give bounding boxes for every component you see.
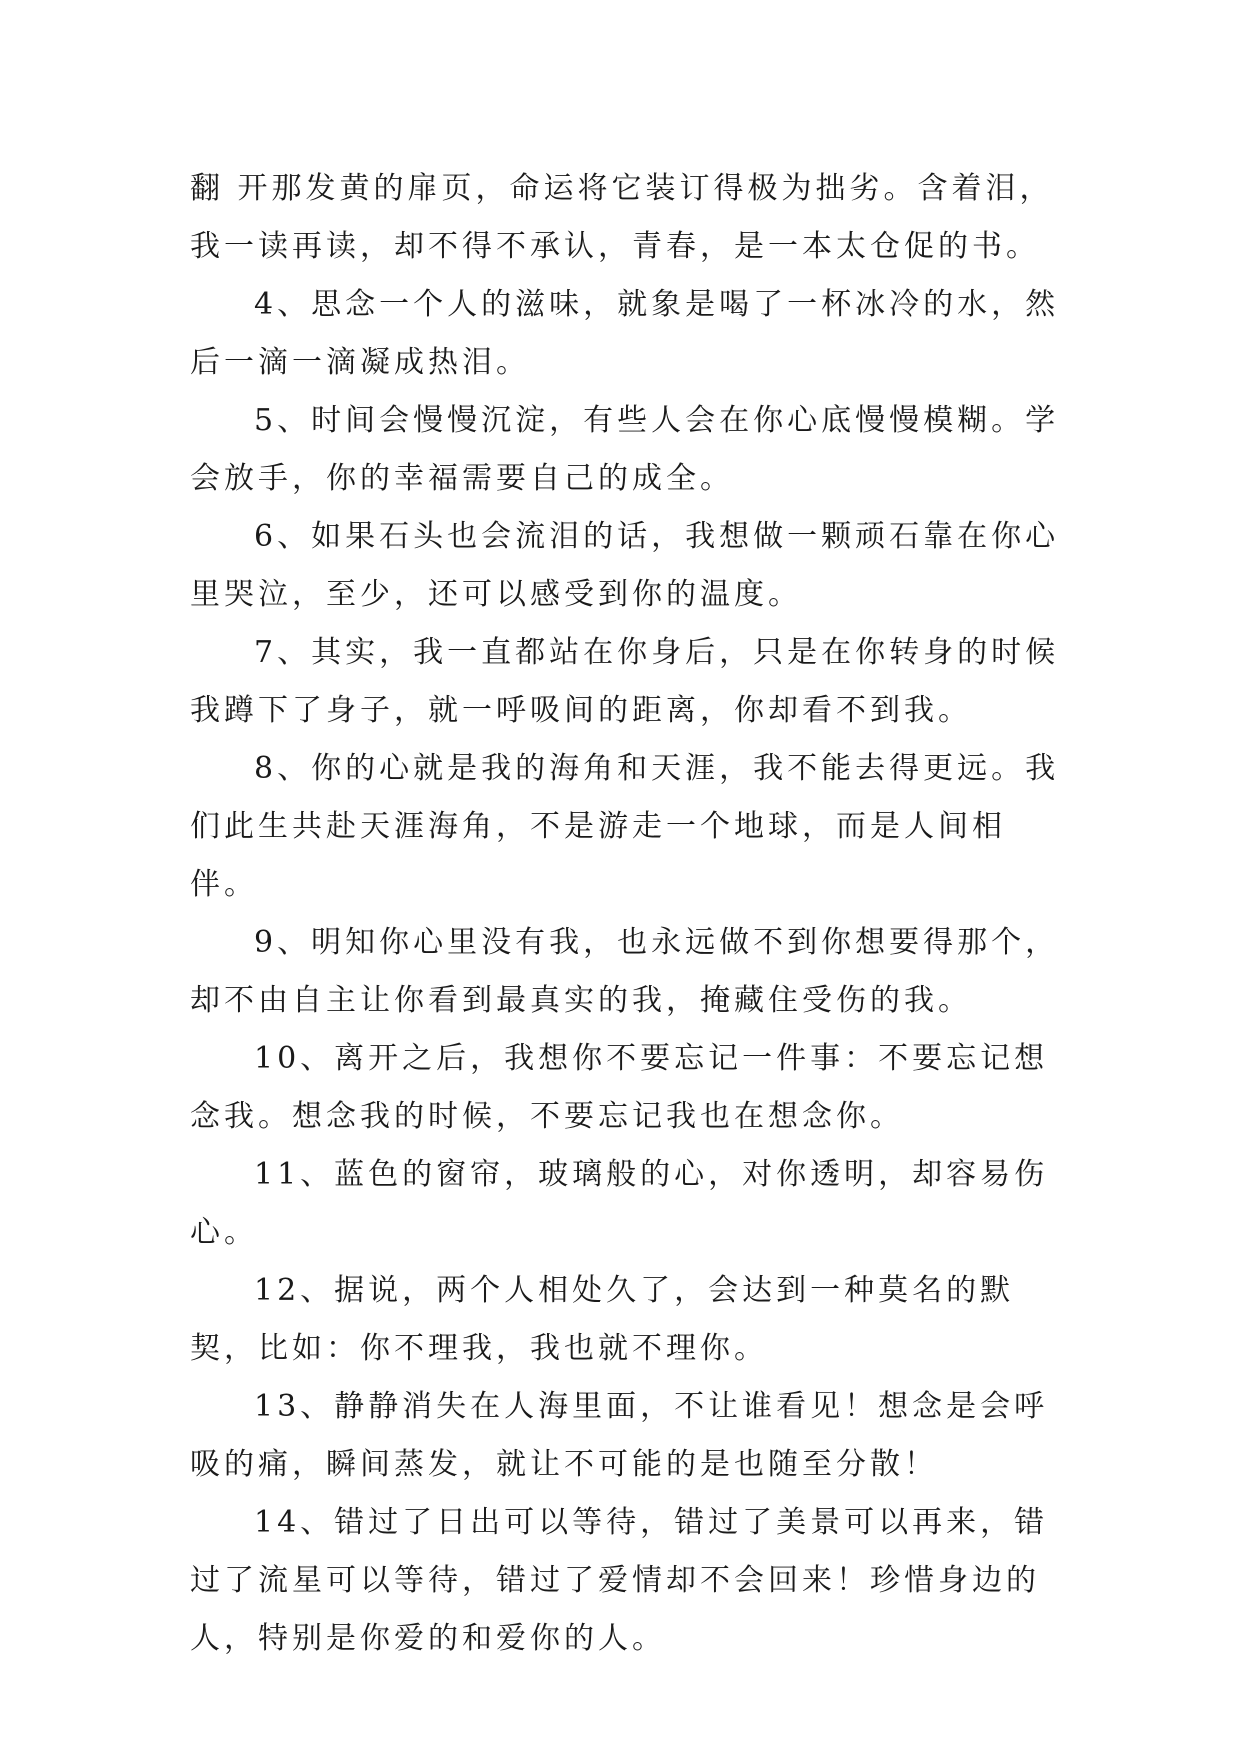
paragraph-item-4: 4、思念一个人的滋味，就象是喝了一杯冰冷的水，然后一滴一滴凝成热泪。 (190, 287, 1060, 380)
document-body (190, 160, 1070, 1668)
paragraph-item-12: 12、据说，两个人相处久了，会达到一种莫名的默契，比如：你不理我，我也就不理你。 (190, 1273, 1015, 1366)
paragraph-item-13: 13、静静消失在人海里面，不让谁看见！想念是会呼吸的痛，瞬间蒸发，就让不可能的是也随至分散！ (190, 1389, 1049, 1482)
paragraph-item-5: 5、时间会慢慢沉淀，有些人会在你心底慢慢模糊。学会放手，你的幸福需要自己的成全。 (190, 403, 1060, 496)
paragraph-item-7: 7、其实，我一直都站在你身后，只是在你转身的时候我蹲下了身子，就一呼吸间的距离，你却看不到我。 (190, 635, 1060, 728)
paragraph-item-11: 11、蓝色的窗帘，玻璃般的心，对你透明，却容易伤心。 (190, 1157, 1049, 1250)
paragraph-item-9: 9、明知你心里没有我，也永远做不到你想要得那个，却不由自主让你看到最真实的我，掩藏住受伤的我。 (190, 925, 1060, 1018)
paragraph-item-14: 14、错过了日出可以等待，错过了美景可以再来，错过了流星可以等待，错过了爱情却不会回来！珍惜身边的人，特别是你爱的和爱你的人。 (190, 1505, 1049, 1656)
paragraph-item-10: 10、离开之后，我想你不要忘记一件事：不要忘记想念我。想念我的时候，不要忘记我也在想念你。 (190, 1041, 1049, 1134)
paragraph-item-6: 6、如果石头也会流泪的话，我想做一颗顽石靠在你心里哭泣，至少，还可以感受到你的温度。 (190, 519, 1060, 612)
paragraph-continuation: 翻 开那发黄的扉页，命运将它装订得极为拙劣。含着泪，我一读再读，却不得不承认，青春，是一本太仓促的书。 (190, 171, 1054, 264)
paragraph-item-8: 8、你的心就是我的海角和天涯，我不能去得更远。我们此生共赴天涯海角，不是游走一个地球，而是人间相伴。 (190, 751, 1060, 902)
